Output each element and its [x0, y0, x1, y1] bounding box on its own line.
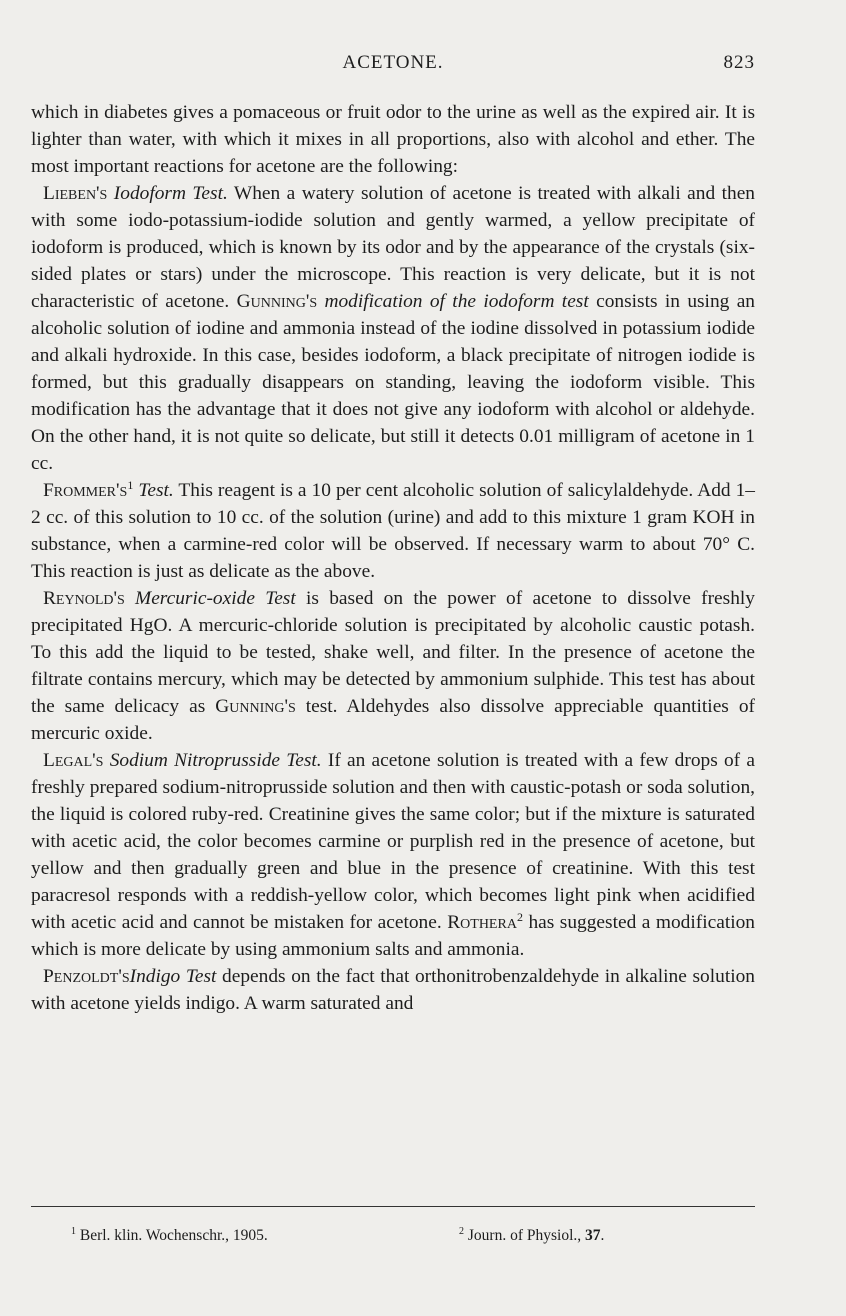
paragraph-legal-test [31, 747, 755, 963]
paragraph-text: If an acetone solution is treated with a few drops of a freshly prepared sodium-nitroprusside solution and then with caustic-potash or soda solution, the liquid is colored ruby-red. Creatinine gives the same color; but if the mixture is saturated with acetic acid, the color becomes carmine or purplish red in the presence of acetone, but yellow and then gradually green and blue in the presence of creatinine. With this test paracresol responds with a reddish-yellow color, which becomes light pink when acidified with acetic acid and cannot be mistaken for acetone. [31, 750, 755, 933]
page-title: ACETONE. [342, 52, 444, 73]
test-name: Indigo Test [129, 966, 217, 987]
author-name: Legal's [43, 750, 104, 771]
test-name: Sodium Nitroprusside Test. [109, 750, 322, 771]
page-number: 823 [723, 52, 755, 73]
footnote-divider [31, 1206, 755, 1207]
paragraph-text: This reagent is a 10 per cent alcoholic solution of salicylaldehyde. Add 1–2 cc. of this solution to 10 cc. of the solution (urine) and add to this mixture 1 gram KOH in substance, when a carmine-red color will be observed. If necessary warm to about 70° C. This reaction is just as delicate as the above. [31, 480, 755, 582]
author-name: Penzoldt's [43, 966, 130, 987]
page [31, 52, 755, 1244]
footnote-end: . [600, 1227, 605, 1244]
paragraph-reynold-test [31, 585, 755, 747]
paragraph-text: is based on the power of acetone to dissolve freshly precipitated HgO. A mercuric-chloride solution is precipitated by alcoholic caustic potash. To this add the liquid to be tested, shake well, and filter. In the presence of acetone the filtrate contains mercury, which may be detected by ammonium sulphide. This test has about the same delicacy as [31, 588, 755, 717]
paragraph-lieben-test [31, 180, 755, 477]
footnote-ref: 1 [127, 478, 134, 492]
running-head [31, 52, 755, 82]
test-name: Iodoform Test. [113, 183, 228, 204]
paragraph-text: has suggested a modification which is more delicate by using ammonium salts and ammonia. [31, 912, 755, 960]
footnote-2 [459, 1227, 604, 1245]
footnote-ref: 2 [516, 910, 523, 924]
paragraph-penzoldt-test [31, 963, 755, 1017]
author-name: Frommer's [43, 480, 128, 501]
author-name: Lieben's [43, 183, 108, 204]
footnote-mark: 2 [459, 1226, 464, 1237]
author-name: Rothera [447, 912, 517, 933]
paragraph-intro [31, 99, 755, 180]
body-text [31, 99, 755, 1017]
footnote-text: Berl. klin. Wochenschr., 1905. [79, 1227, 268, 1244]
paragraph-text: consists in using an alcoholic solution of iodine and ammonia instead of the iodine dissolved in potassium iodide and alkali hydroxide. In this case, besides iodoform, a black precipitate of nitrogen iodide is formed, but this gradually disappears on standing, leaving the iodoform visible. This modification has the advantage that it does not give any iodoform with alcohol or aldehyde. On the other hand, it is not quite so delicate, but still it detects 0.01 milligram of acetone in 1 cc. [31, 291, 755, 474]
test-name: Mercuric-oxide Test [135, 588, 296, 609]
footnote-1 [71, 1227, 268, 1245]
author-name: Gunning's [236, 291, 318, 312]
test-name: modification of the iodoform test [324, 291, 589, 312]
footnote-mark: 1 [71, 1226, 76, 1237]
footnote-volume: 37 [585, 1227, 601, 1244]
author-name: Gunning's [215, 696, 296, 717]
paragraph-text: depends on the fact that orthonitrobenzaldehyde in alkaline solution with acetone yields indigo. A warm saturated and [31, 966, 755, 1014]
paragraph-text: When a watery solution of acetone is treated with alkali and then with some iodo-potassium-iodide solution and gently warmed, a yellow precipitate of iodoform is produced, which is known by its odor and by the appearance of the crystals (six-sided plates or stars) under the microscope. This reaction is very delicate, but it is not characteristic of acetone. [31, 183, 755, 312]
paragraph-text: test. Aldehydes also dissolve appreciable quantities of mercuric oxide. [31, 696, 755, 744]
test-name: Test. [138, 480, 174, 501]
author-name: Reynold's [43, 588, 125, 609]
paragraph-text: which in diabetes gives a pomaceous or fruit odor to the urine as well as the expired air. It is lighter than water, with which it mixes in all proportions, also with alcohol and ether. The most important reactions for acetone are the following: [31, 102, 755, 177]
paragraph-frommer-test [31, 477, 755, 585]
footnote-text: Journ. of Physiol., [467, 1227, 585, 1244]
